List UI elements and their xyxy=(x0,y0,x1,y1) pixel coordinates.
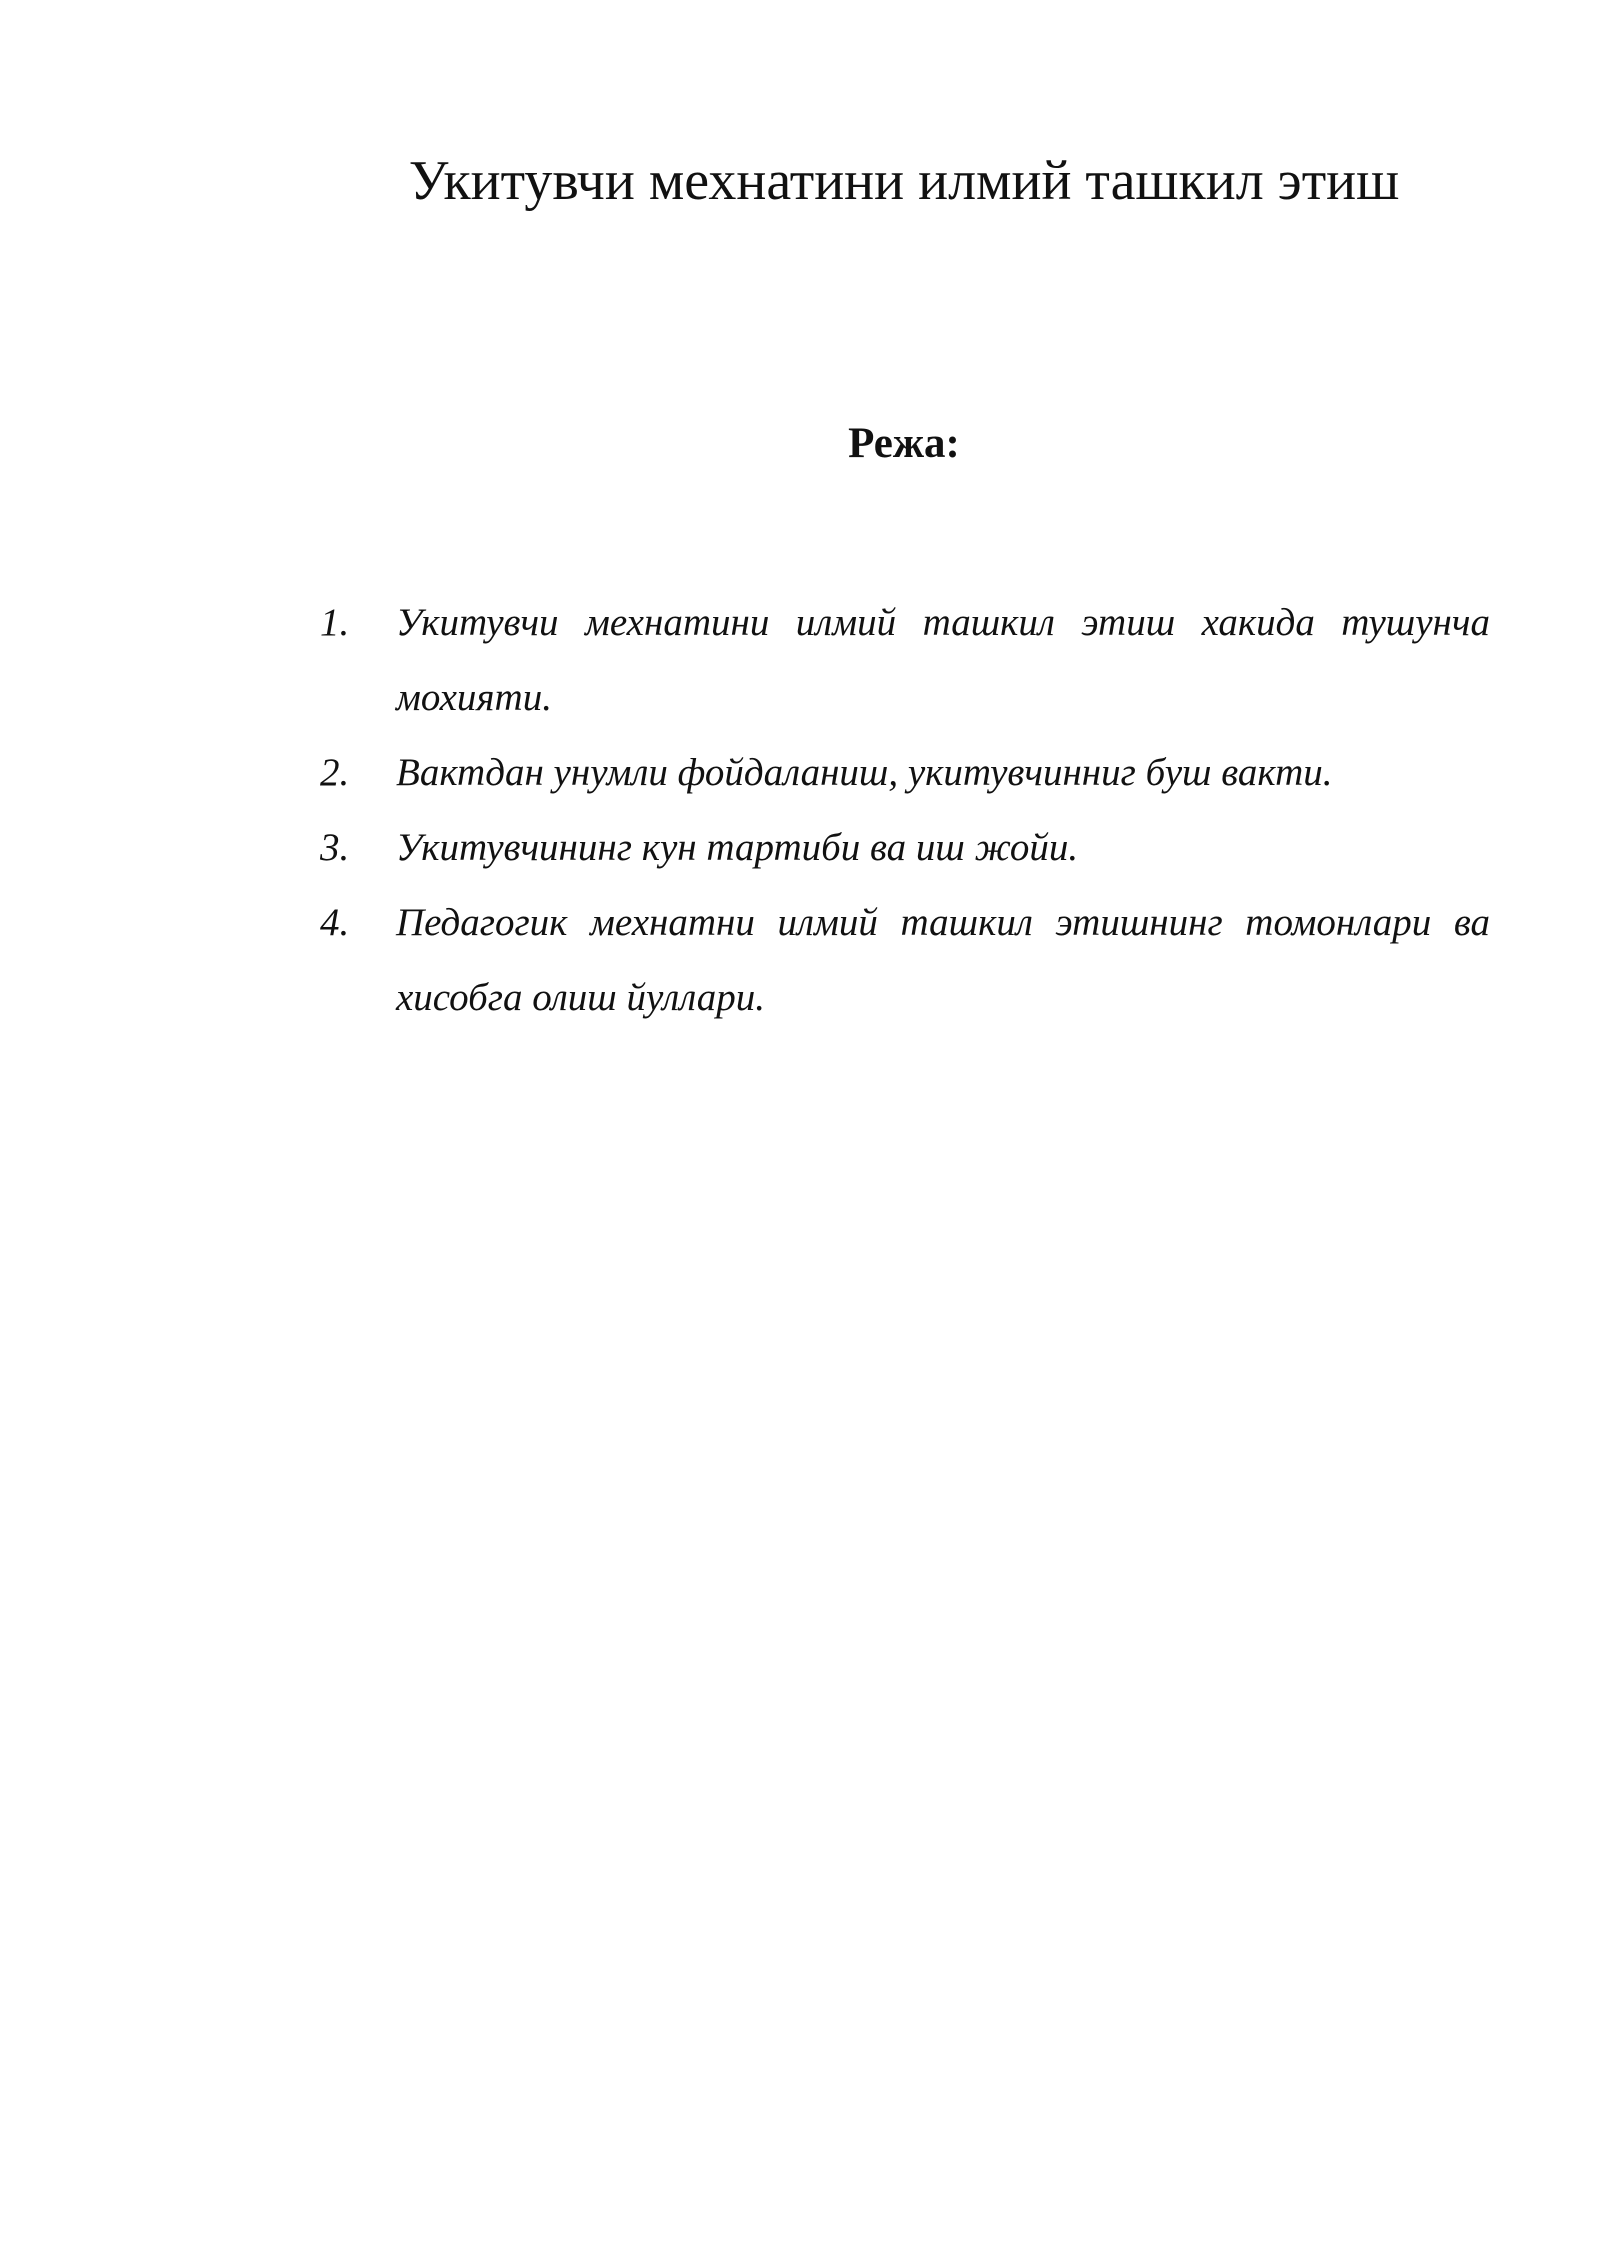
plan-item-number: 4. xyxy=(320,901,350,944)
plan-item-text: Укитувчи мехнатини илмий ташкил этиш хакида тушунча мохияти. xyxy=(396,601,1490,719)
plan-item-number: 3. xyxy=(320,826,350,869)
plan-item-number: 1. xyxy=(320,601,350,644)
plan-list xyxy=(320,585,1490,1035)
plan-item-2 xyxy=(320,735,1490,810)
plan-item-1 xyxy=(320,585,1490,735)
plan-item-number: 2. xyxy=(320,751,350,794)
plan-item-text: Педагогик мехнатни илмий ташкил этишнинг томонлари ва хисобга олиш йуллари. xyxy=(396,901,1490,1019)
plan-heading: Режа: xyxy=(848,420,960,467)
plan-item-text: Укитувчининг кун тартиби ва иш жойи. xyxy=(396,826,1079,869)
plan-item-text: Вактдан унумли фойдаланиш, укитувчинниг буш вакти. xyxy=(396,751,1333,794)
plan-item-4 xyxy=(320,885,1490,1035)
document-title: Укитувчи мехнатини илмий ташкил этиш xyxy=(408,150,1400,212)
plan-item-3 xyxy=(320,810,1490,885)
